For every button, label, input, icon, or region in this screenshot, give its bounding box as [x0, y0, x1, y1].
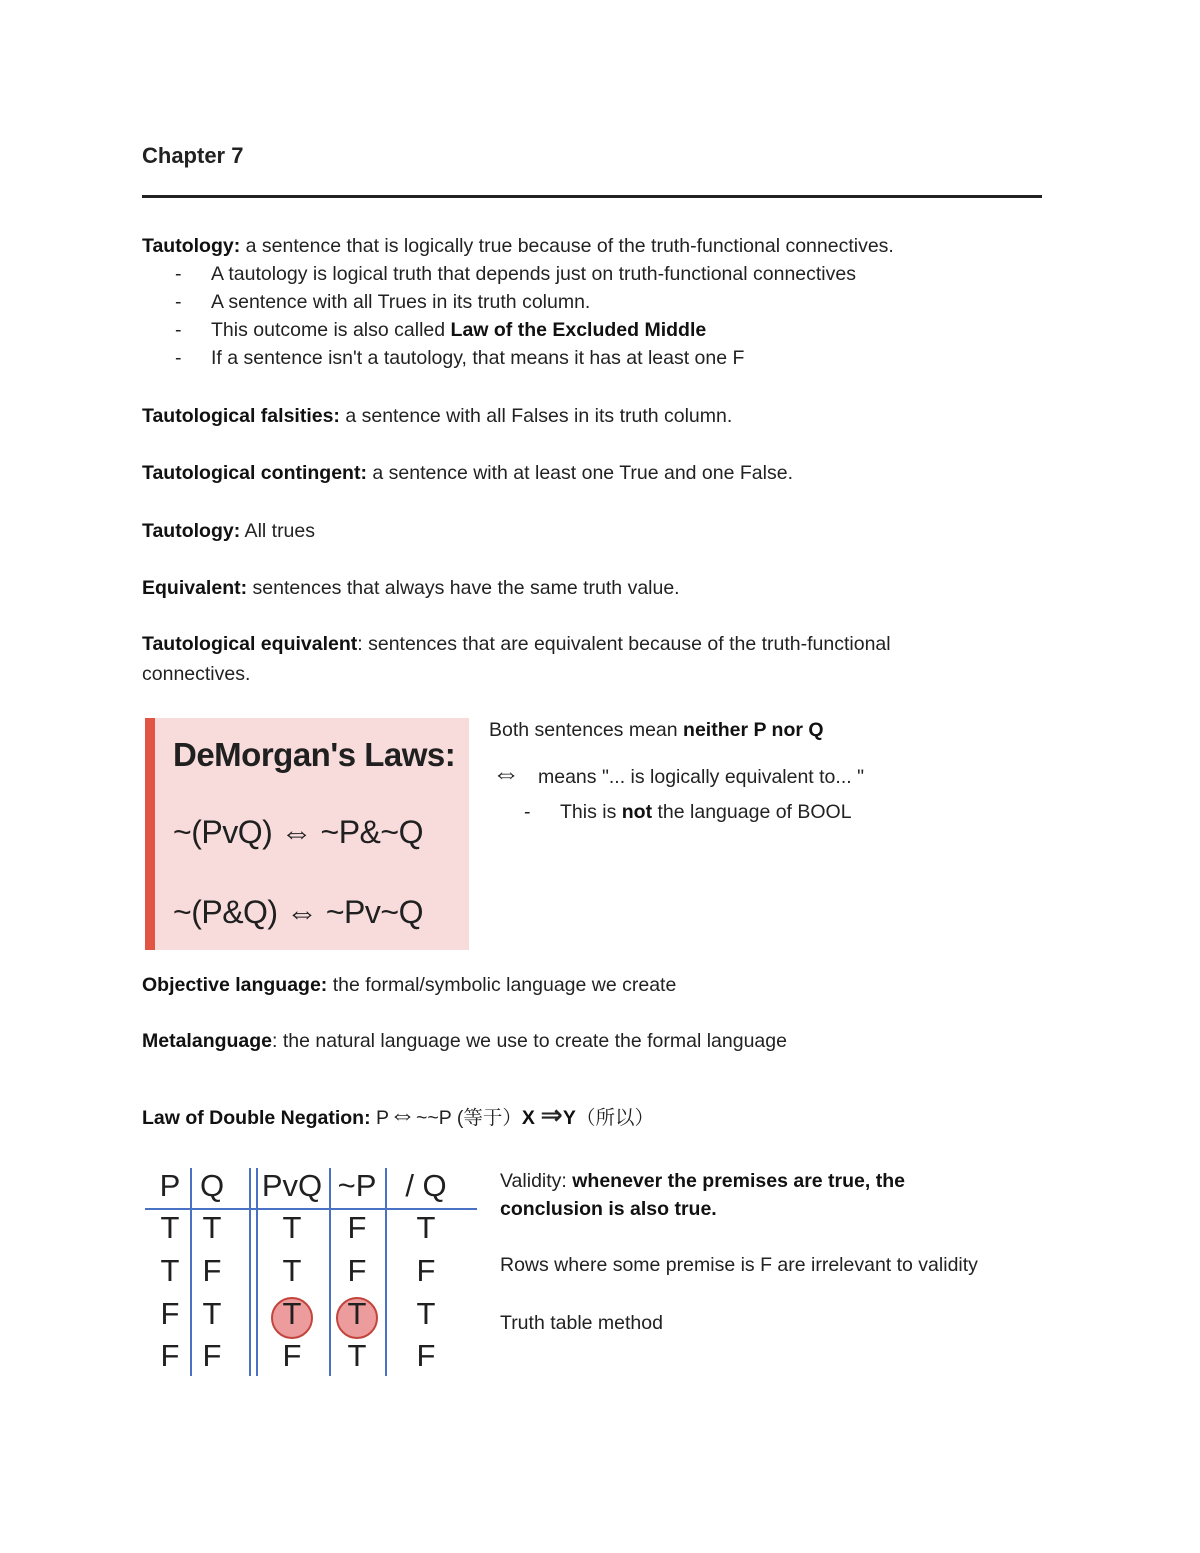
truth-table-cell: T [282, 1253, 302, 1288]
contingent-term: Tautological contingent: [142, 462, 367, 484]
demorgan-title: DeMorgan's Laws: [173, 736, 456, 773]
truth-table-cell: T [160, 1210, 180, 1245]
truth-table-divider [329, 1168, 331, 1376]
equivalent-definition [142, 577, 680, 600]
neither-p-nor-q: neither P nor Q [683, 719, 824, 741]
double-negation-law [142, 1100, 654, 1131]
iff-arrow-icon: ⇔ [389, 1100, 417, 1130]
truth-table-method: Truth table method [500, 1312, 663, 1334]
truth-table-cell: T [282, 1296, 302, 1331]
not-bold: not [621, 801, 653, 823]
bullet-text [211, 319, 706, 342]
truth-table-cell: T [347, 1338, 367, 1373]
truth-table-cell: T [202, 1210, 222, 1245]
validity-bold-1: whenever the premises are true, the [572, 1170, 905, 1192]
truth-table-cell: F [160, 1296, 180, 1331]
truth-table-header-1: Q [199, 1168, 225, 1203]
truth-table-cell: F [416, 1253, 436, 1288]
contingent-definition [142, 462, 793, 485]
truth-table-header-2: PvQ [261, 1168, 323, 1203]
note-text: This is [560, 801, 622, 823]
demorgan-note-3-dash: - [524, 801, 531, 823]
note-text: the language of BOOL [652, 801, 852, 823]
double-neg-text: ~~P (等于） [416, 1107, 522, 1129]
truth-table-cell: T [202, 1296, 222, 1331]
truth-table-divider [385, 1168, 387, 1376]
demorgan-note-3 [560, 801, 852, 824]
truth-table-cell: F [160, 1338, 180, 1373]
validity-irrelevant-rows: Rows where some premise is F are irrelevant to validity [500, 1254, 978, 1276]
tautology-text: a sentence that is logically true because of the truth-functional connectives. [240, 235, 894, 257]
demorgan-note-1 [489, 719, 824, 742]
objective-text: the formal/symbolic language we create [327, 974, 677, 996]
truth-table-divider [249, 1168, 251, 1376]
tautology-summary [142, 520, 315, 543]
truth-table-cell: F [202, 1338, 222, 1373]
truth-table-cell: T [160, 1253, 180, 1288]
bullet-dash: - [175, 319, 182, 341]
contingent-text: a sentence with at least one True and one False. [366, 462, 793, 484]
objective-term: Objective language: [142, 974, 328, 996]
bullet-text: A sentence with all Trues in its truth column. [211, 291, 591, 313]
metalanguage-text: : the natural language we use to create the formal language [272, 1030, 787, 1052]
bullet-dash: - [175, 263, 182, 285]
excluded-middle-term: Law of the Excluded Middle [450, 319, 707, 341]
metalanguage-definition [142, 1030, 787, 1053]
tautology-summary-text: All trues [240, 520, 316, 542]
x-symbol: X [521, 1107, 541, 1129]
tautology-term: Tautology: [142, 235, 241, 257]
truth-table-cell: T [347, 1296, 367, 1331]
truth-table-divider [190, 1168, 192, 1376]
truth-table-cell: F [347, 1210, 367, 1245]
implies-arrow-icon: ⇒ [540, 1100, 563, 1130]
truth-table-cell: T [416, 1210, 436, 1245]
truth-table-cell: F [282, 1338, 302, 1373]
bullet-dash: - [175, 291, 182, 313]
truth-table-header-3: ~P [337, 1168, 377, 1203]
title-divider [142, 195, 1042, 198]
equivalent-term: Equivalent: [142, 577, 248, 599]
truth-table-header-4: / Q [405, 1168, 447, 1203]
bullet-text: If a sentence isn't a tautology, that means it has at least one F [211, 347, 745, 369]
y-symbol: Y [562, 1107, 576, 1129]
tautology-definition [142, 235, 894, 258]
demorgan-note-2-text: means "... is logically equivalent to... " [538, 766, 864, 788]
objective-language-definition [142, 974, 676, 997]
taut-equivalent-term: Tautological equivalent [142, 633, 358, 655]
truth-table-cell: F [416, 1338, 436, 1373]
validity-bold-2: conclusion is also true. [500, 1198, 717, 1220]
demorgan-accent-bar [145, 718, 155, 950]
page-title: Chapter 7 [142, 143, 244, 168]
bullet-text: A tautology is logical truth that depends just on truth-functional connectives [211, 263, 856, 285]
metalanguage-term: Metalanguage [142, 1030, 273, 1052]
truth-table-cell: T [282, 1210, 302, 1245]
falsities-text: a sentence with all Falses in its truth column. [339, 405, 733, 427]
truth-table [145, 1164, 477, 1376]
truth-table-cell: T [416, 1296, 436, 1331]
taut-equivalent-definition [142, 633, 891, 656]
truth-table-header-0: P [159, 1168, 181, 1203]
p-symbol: P [370, 1107, 390, 1129]
truth-table-cell: F [202, 1253, 222, 1288]
taut-equivalent-text: : sentences that are equivalent because of the truth-functional [357, 633, 891, 655]
demorgan-law-1: ~(PvQ) ⇔ ~P&~Q [173, 814, 423, 850]
truth-table-divider [256, 1168, 258, 1376]
taut-equivalent-continuation: connectives. [142, 663, 251, 685]
double-negation-term: Law of Double Negation: [142, 1107, 371, 1129]
truth-table-cell: F [347, 1253, 367, 1288]
bullet-dash: - [175, 347, 182, 369]
bullet-plain: This outcome is also called [211, 319, 451, 341]
note-text: Both sentences mean [489, 719, 684, 741]
demorgan-note-2 [492, 758, 520, 790]
validity-definition [500, 1170, 905, 1193]
demorgan-law-2: ~(P&Q) ⇔ ~Pv~Q [173, 894, 423, 930]
tautology-summary-term: Tautology: [142, 520, 241, 542]
validity-label: Validity: [500, 1170, 573, 1192]
validity-continuation [500, 1198, 717, 1221]
so-annotation: （所以） [575, 1107, 654, 1129]
falsities-definition [142, 405, 732, 428]
falsities-term: Tautological falsities: [142, 405, 340, 427]
iff-symbol-icon: ⇔ [492, 758, 520, 789]
equivalent-text: sentences that always have the same truth value. [247, 577, 680, 599]
demorgan-card [145, 718, 469, 950]
